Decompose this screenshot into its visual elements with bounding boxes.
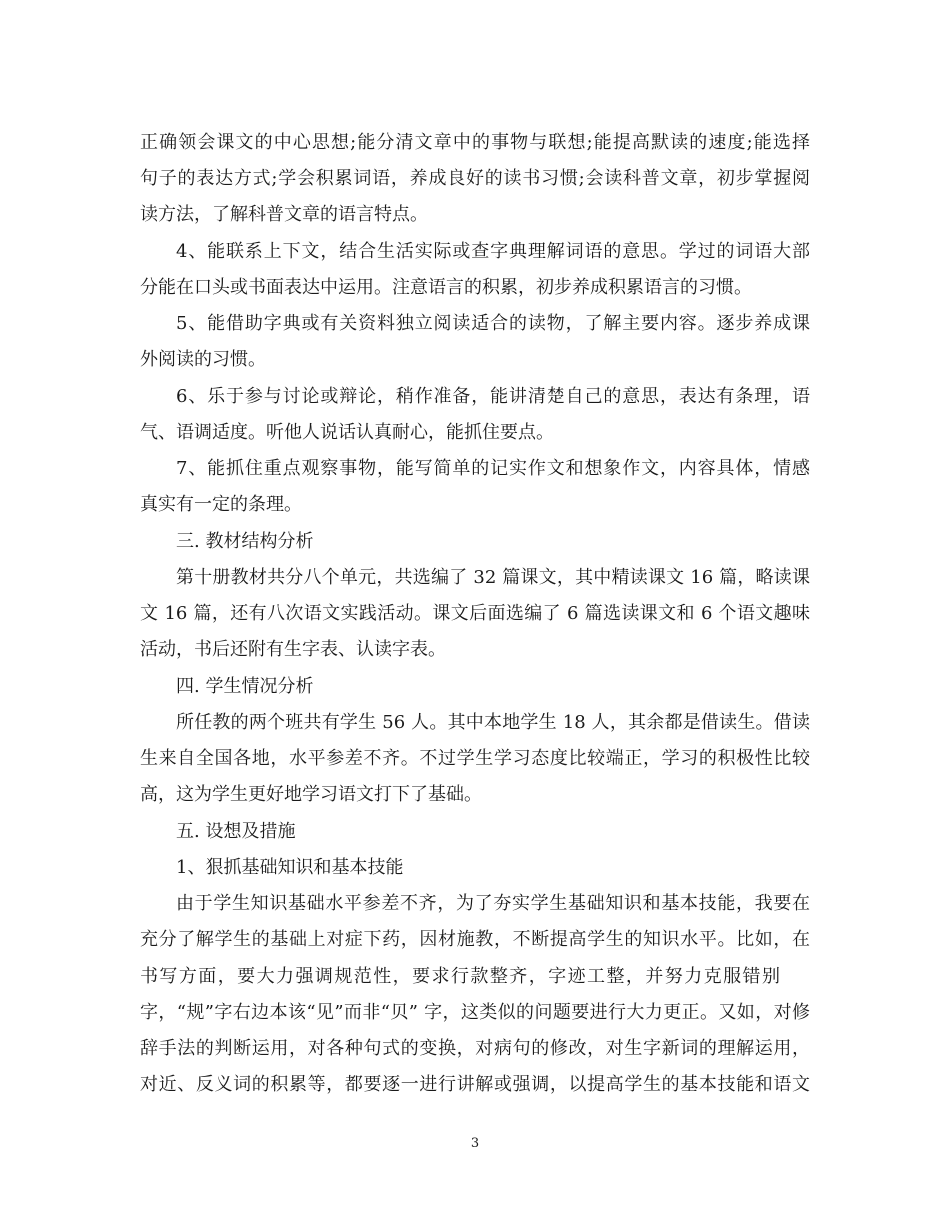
text-line: 5、能借助字典或有关资料独立阅读适合的读物，了解主要内容。逐步养成课 bbox=[176, 313, 810, 334]
text-line: 7、能抓住重点观察事物，能写简单的记实作文和想象作文，内容具体，情感 bbox=[176, 458, 810, 479]
text-line: 文 16 篇，还有八次语文实践活动。课文后面选编了 6 篇选读课文和 6 个语文趣味 bbox=[140, 603, 810, 624]
text-line: 字，“规”字右边本该“见”而非“贝” 字，这类似的问题要进行大力更正。又如，对修 bbox=[140, 1002, 810, 1023]
text-line: 读方法，了解科普文章的语言特点。 bbox=[140, 204, 428, 225]
text-line: 由于学生知识基础水平参差不齐，为了夯实学生基础知识和基本技能，我要在 bbox=[176, 893, 810, 914]
text-line: 对近、反义词的积累等，都要逐一进行讲解或强调，以提高学生的基本技能和语文 bbox=[140, 1074, 810, 1095]
text-line: 充分了解学生的基础上对症下药，因材施教，不断提高学生的知识水平。比如，在 bbox=[140, 929, 810, 950]
text-line: 辞手法的判断运用，对各种句式的变换，对病句的修改，对生字新词的理解运用， bbox=[140, 1038, 810, 1059]
text-line: 生来自全国各地，水平参差不齐。不过学生学习态度比较端正，学习的积极性比较 bbox=[140, 748, 810, 769]
text-line: 气、语调适度。听他人说话认真耐心，能抓住要点。 bbox=[140, 422, 554, 443]
subsection-heading: 1、狠抓基础知识和基本技能 bbox=[176, 857, 404, 878]
text-line: 4、能联系上下文，结合生活实际或查字典理解词语的意思。学过的词语大部 bbox=[176, 241, 810, 262]
text-line: 所任教的两个班共有学生 56 人。其中本地学生 18 人，其余都是借读生。借读 bbox=[176, 712, 810, 733]
section-heading: 五. 设想及措施 bbox=[176, 821, 296, 842]
text-line: 句子的表达方式;学会积累词语，养成良好的读书习惯;会读科普文章，初步掌握阅 bbox=[140, 168, 810, 189]
text-line: 第十册教材共分八个单元，共选编了 32 篇课文，其中精读课文 16 篇，略读课 bbox=[176, 567, 810, 588]
text-line: 6、乐于参与讨论或辩论，稍作准备，能讲清楚自己的意思，表达有条理，语 bbox=[176, 386, 810, 407]
text-line: 高，这为学生更好地学习语文打下了基础。 bbox=[140, 784, 482, 805]
text-line: 书写方面，要大力强调规范性，要求行款整齐，字迹工整，并努力克服错别 bbox=[140, 966, 780, 987]
section-heading: 四. 学生情况分析 bbox=[176, 676, 314, 697]
text-line: 活动，书后还附有生字表、认读字表。 bbox=[140, 639, 446, 660]
text-line: 真实有一定的条理。 bbox=[140, 494, 302, 515]
section-heading: 三. 教材结构分析 bbox=[176, 531, 314, 552]
page-number: 3 bbox=[470, 1136, 480, 1151]
text-line: 分能在口头或书面表达中运用。注意语言的积累，初步养成积累语言的习惯。 bbox=[140, 277, 752, 298]
text-line: 正确领会课文的中心思想;能分清文章中的事物与联想;能提高默读的速度;能选择 bbox=[140, 132, 810, 153]
text-line: 外阅读的习惯。 bbox=[140, 349, 266, 370]
